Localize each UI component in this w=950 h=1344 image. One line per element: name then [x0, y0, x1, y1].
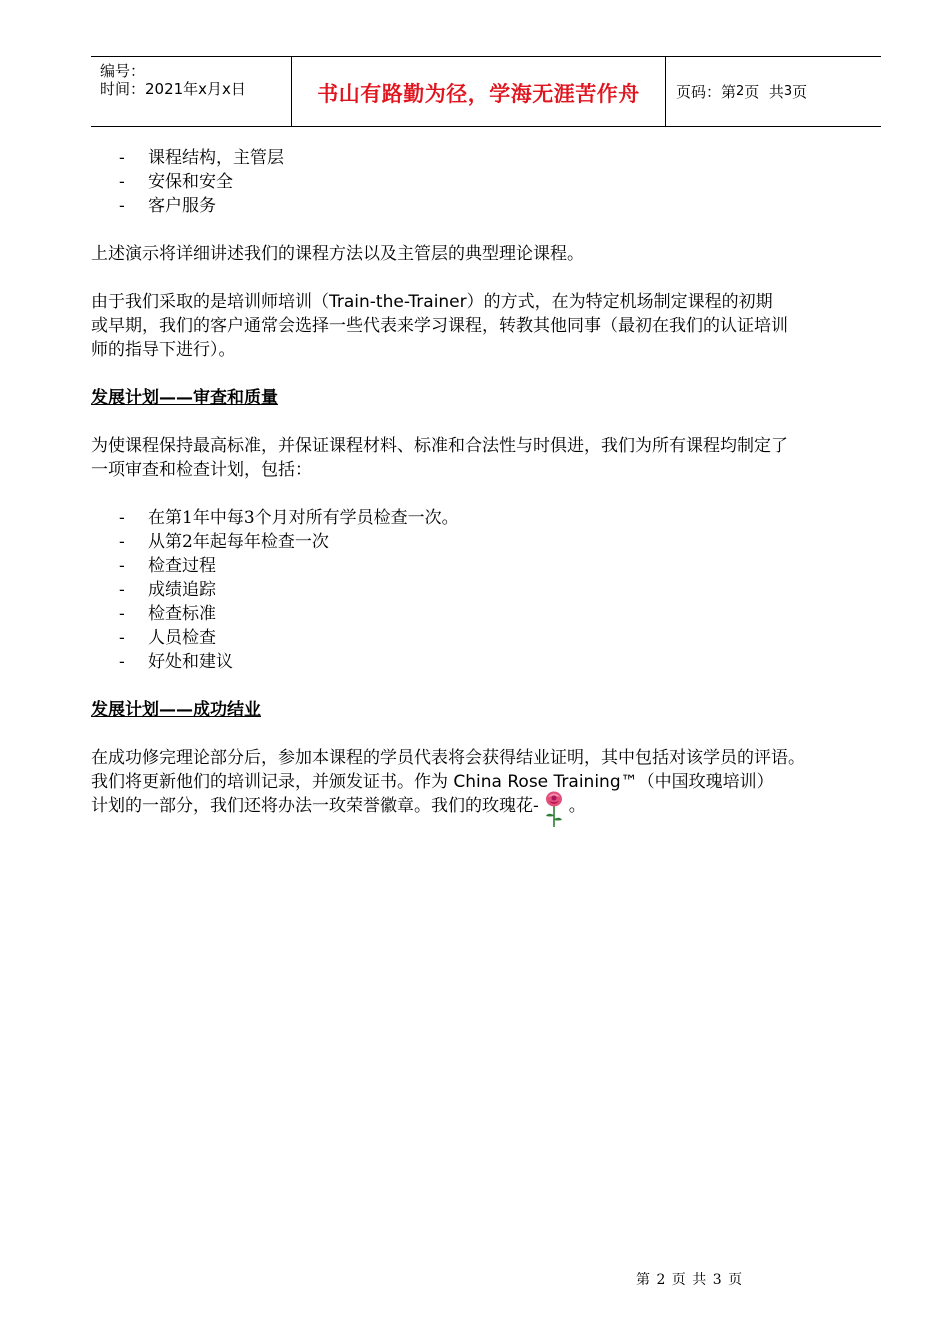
- page-label: 页码：第: [676, 83, 737, 101]
- section-heading-graduation: 发展计划——成功结业: [91, 700, 261, 720]
- list-item: - 课程结构，主管层: [119, 148, 284, 168]
- list-item: - 从第2年起每年检查一次: [119, 532, 329, 552]
- page-footer: 第 2 页 共 3 页: [636, 1272, 744, 1288]
- review-bullet-list: [91, 506, 891, 674]
- list-item: - 检查标准: [119, 604, 216, 624]
- page-current: 2: [736, 84, 745, 99]
- section-heading-review: 发展计划——审查和质量: [91, 388, 278, 408]
- page-header: [91, 56, 881, 127]
- list-item: - 客户服务: [119, 196, 216, 216]
- header-meta: [91, 57, 292, 126]
- header-page-info: [666, 57, 881, 126]
- list-item: - 成绩追踪: [119, 580, 216, 600]
- list-item: - 在第1年中每3个月对所有学员检查一次。: [119, 508, 459, 528]
- page-mid: 页 共: [744, 83, 784, 101]
- rose-icon: [539, 794, 569, 818]
- time-label: 时间：2021年x月x日: [100, 80, 246, 98]
- list-item: - 安保和安全: [119, 172, 233, 192]
- header-motto-cell: [292, 57, 666, 126]
- list-item: - 人员检查: [119, 628, 216, 648]
- paragraph-graduation: 在成功修完理论部分后，参加本课程的学员代表将会获得结业证明，其中包括对该学员的评语。 我们将更新他们的培训记录，并颁发证书。作为 China Rose Training™（中国玫瑰培训） 计划的一部分，我们还将办法一玫荣誉徽章。我们的玫瑰花- 。: [91, 746, 891, 818]
- motto: 书山有路勤为径，学海无涯苦作舟: [317, 81, 640, 106]
- top-bullet-list: [91, 146, 891, 218]
- list-item: - 好处和建议: [119, 652, 233, 672]
- page-total: 3: [783, 84, 793, 99]
- paragraph-train-the-trainer: 由于我们采取的是培训师培训（Train-the-Trainer）的方式，在为特定机场制定课程的初期 或早期，我们的客户通常会选择一些代表来学习课程，转教其他同事（最初在我们的认证培训 师的指导下进行）。: [91, 292, 788, 360]
- paragraph-presentation: 上述演示将详细讲述我们的课程方法以及主管层的典型理论课程。: [91, 244, 584, 264]
- list-item: - 检查过程: [119, 556, 216, 576]
- document-body: [91, 146, 891, 818]
- number-label: 编号：: [100, 62, 146, 80]
- page-end: 页: [792, 83, 808, 101]
- paragraph-review-intro: 为使课程保持最高标准，并保证课程材料、标准和合法性与时俱进，我们为所有课程均制定了 一项审查和检查计划，包括：: [91, 436, 788, 480]
